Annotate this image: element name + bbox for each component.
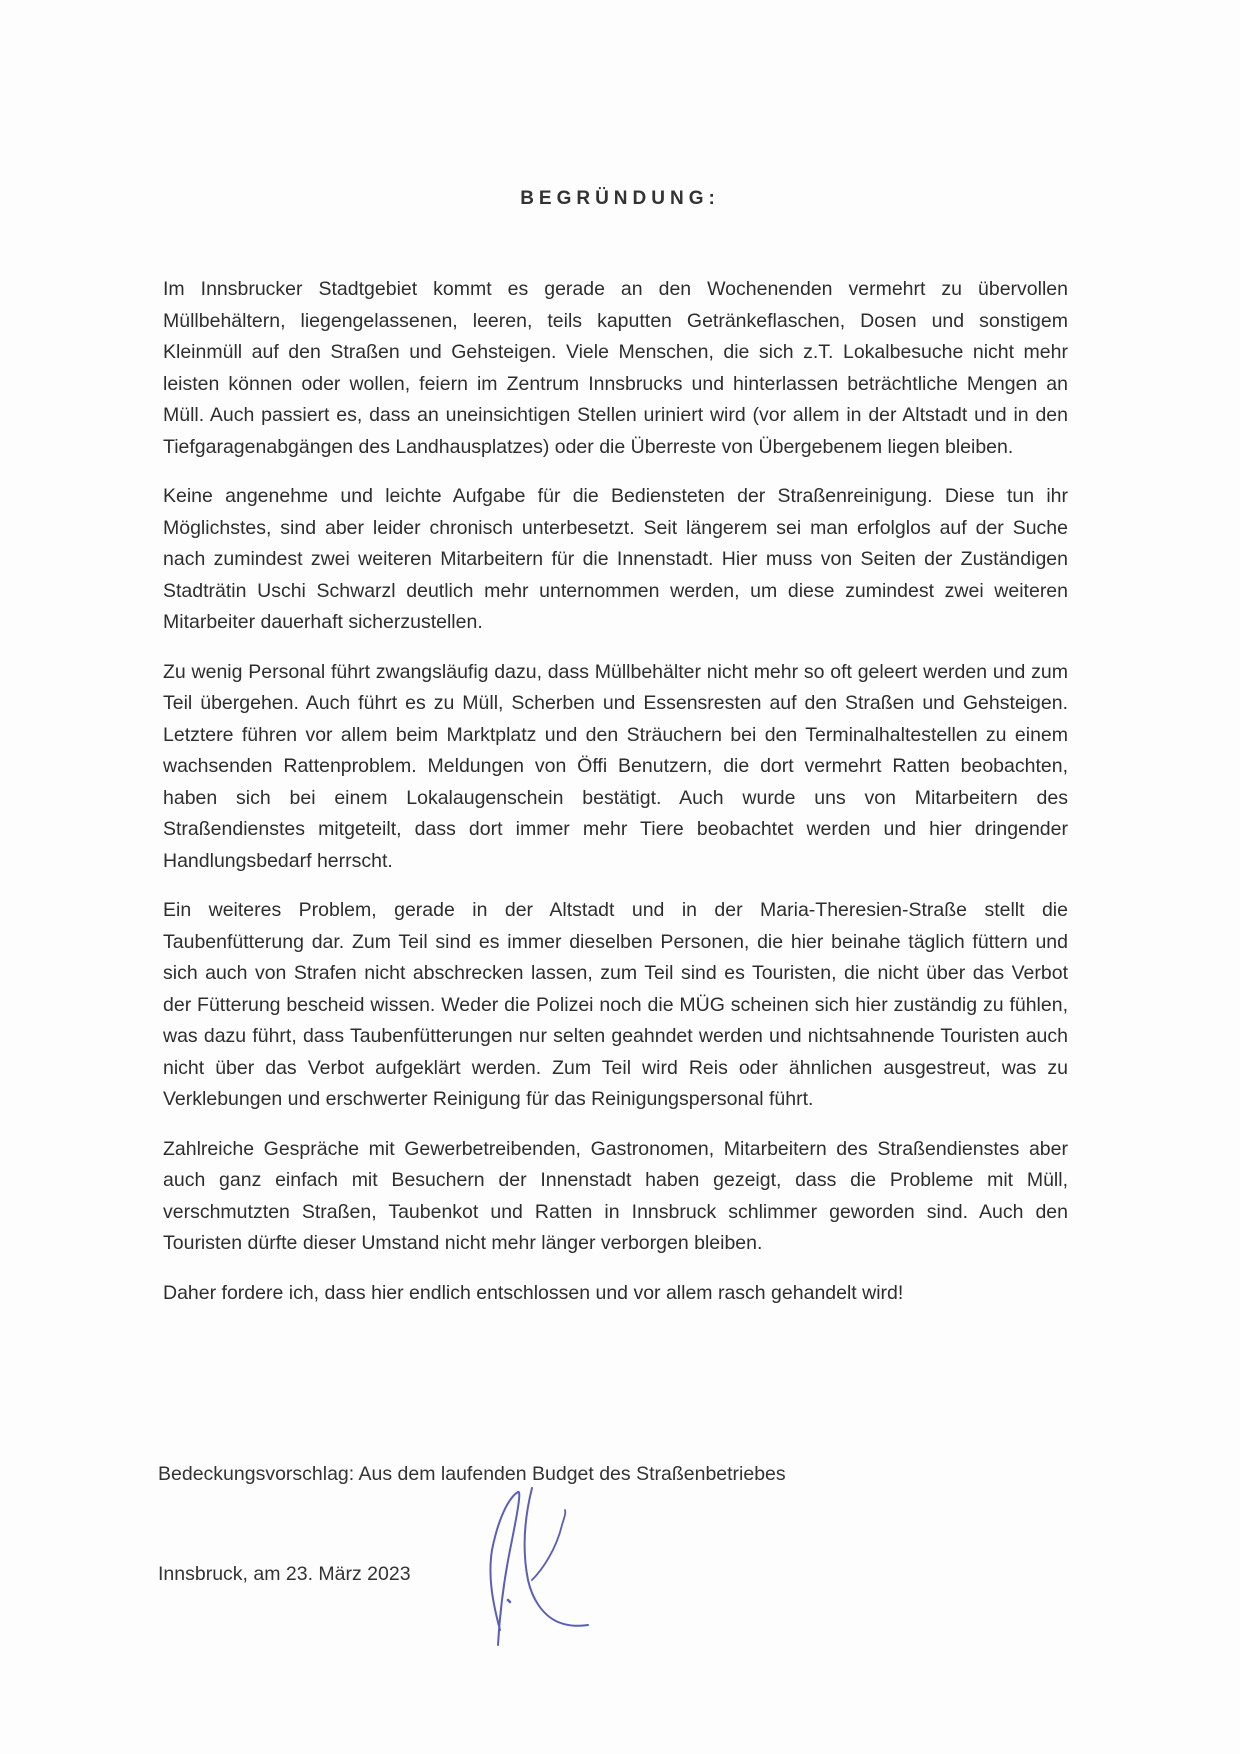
paragraph-3: Zu wenig Personal führt zwangsläufig dazu, dass Müllbehälter nicht mehr so oft geleert werden und zum Teil übergehen. Auch führt es zu Müll, Scherben und Essensresten auf den Straßen und Gehsteigen. Letztere führen vor allem beim Marktplatz und den Sträuchern bei den Terminalhaltestellen zu einem wachsenden Rattenproblem. Meldungen von Öffi Benutzern, die dort vermehrt Ratten beobachten, haben sich bei einem Lokalaugenschein bestätigt. Auch wurde uns von Mitarbeitern des Straßendienstes mitgeteilt, dass dort immer mehr Tiere beobachtet werden und hier dringender Handlungsbedarf herrscht. [163,660,1068,872]
paragraph-6: Daher fordere ich, dass hier endlich entschlossen und vor allem rasch gehandelt wird! [163,1281,904,1304]
paragraph-1: Im Innsbrucker Stadtgebiet kommt es gerade an den Wochenenden vermehrt zu übervollen Müllbehältern, liegengelassenen, leeren, teils kaputten Getränkeflaschen, Dosen und sonstigem Kleinmüll auf den Straßen und Gehsteigen. Viele Menschen, die sich z.T. Lokalbesuche nicht mehr leisten können oder wollen, feiern im Zentrum Innsbrucks und hinterlassen beträchtliche Mengen an Müll. Auch passiert es, dass an uneinsichtigen Stellen uriniert wird (vor allem in der Altstadt und in den Tiefgaragenabgängen des Landhausplatzes) oder die Überreste von Übergebenem liegen bleiben. [163,278,1068,458]
justification-body [163,274,1068,1327]
place-date: Innsbruck, am 23. März 2023 [158,1563,411,1585]
page-title: BEGRÜNDUNG: [520,188,720,209]
paragraph-5: Zahlreiche Gespräche mit Gewerbetreibenden, Gastronomen, Mitarbeitern des Straßendienstes aber auch ganz einfach mit Besuchern der Innenstadt haben gezeigt, dass die Probleme mit Müll, verschmutzten Straßen, Taubenkot und Ratten in Innsbruck schlimmer geworden sind. Auch den Touristen dürfte dieser Umstand nicht mehr länger verborgen bleiben. [163,1137,1068,1254]
handwritten-signature-icon [470,1480,620,1660]
paragraph-4: Ein weiteres Problem, gerade in der Altstadt und in der Maria-Theresien-Straße stellt die Taubenfütterung dar. Zum Teil sind es immer dieselben Personen, die hier beinahe täglich füttern und sich auch von Strafen nicht abschrecken lassen, zum Teil sind es Touristen, die nicht über das Verbot der Fütterung bescheid wissen. Weder die Polizei noch die MÜG scheinen sich hier zuständig zu fühlen, was dazu führt, dass Taubenfütterungen nur selten geahndet werden und nichtsahnende Touristen auch nicht über das Verbot aufgeklärt werden. Zum Teil wird Reis oder ähnlichen ausgestreut, was zu Verklebungen und erschwerter Reinigung für das Reinigungspersonal führt. [163,899,1068,1110]
coverage-proposal: Bedeckungsvorschlag: Aus dem laufenden Budget des Straßenbetriebes [158,1463,786,1485]
paragraph-2: Keine angenehme und leichte Aufgabe für die Bediensteten der Straßenreinigung. Diese tun ihr Möglichstes, sind aber leider chronisch unterbesetzt. Seit längerem sei man erfolglos auf der Suche nach zumindest zwei weiteren Mitarbeitern für die Innenstadt. Hier muss von Seiten der Zuständigen Stadträtin Uschi Schwarzl deutlich mehr unternommen werden, um diese zumindest zwei weiteren Mitarbeiter dauerhaft sicherzustellen. [163,485,1068,633]
